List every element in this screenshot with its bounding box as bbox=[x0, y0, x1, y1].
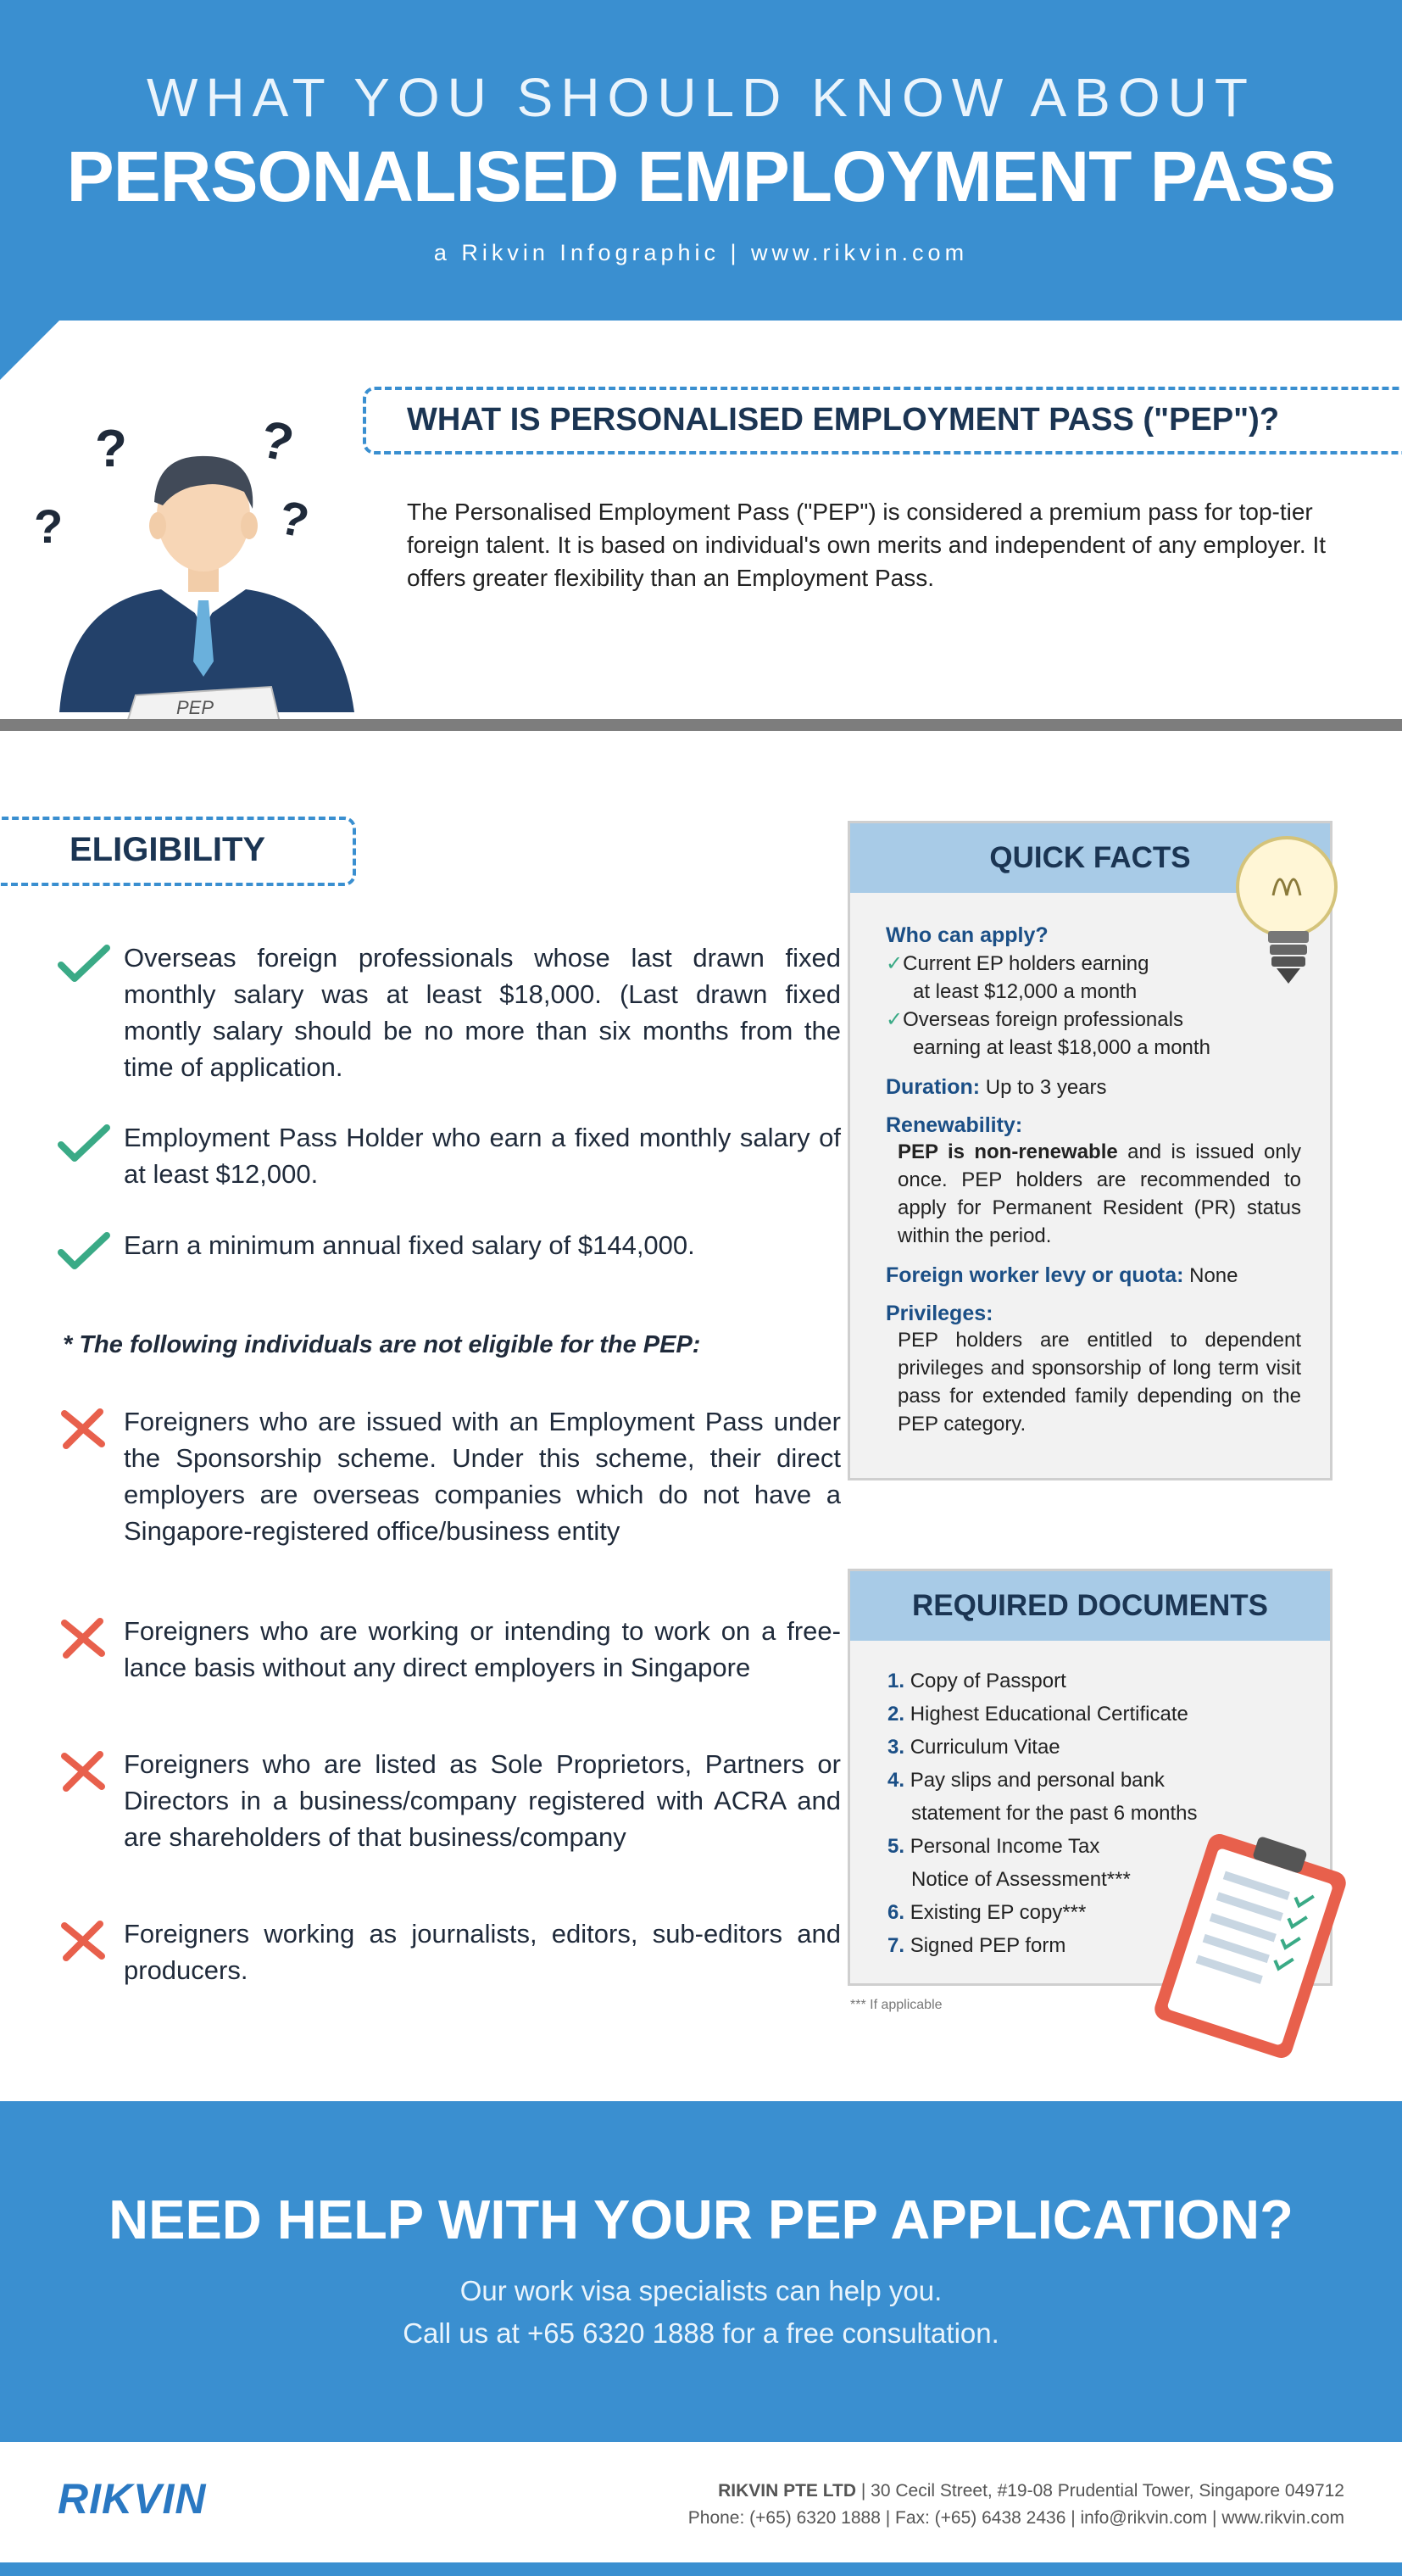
cross-icon bbox=[58, 1919, 110, 1961]
not-eligible-item-text: Foreigners working as journalists, editors, sub-editors and producers. bbox=[124, 1919, 841, 1985]
document-text: Curriculum Vitae bbox=[910, 1736, 1060, 1759]
footer-address bbox=[718, 2481, 1344, 2501]
who-item-cont: earning at least $18,000 a month bbox=[913, 1036, 1210, 1059]
footer-contact[interactable]: Phone: (+65) 6320 1888 | Fax: (+65) 6438 2436 | info@rikvin.com | www.rikvin.com bbox=[687, 2508, 1344, 2528]
levy-row bbox=[886, 1262, 1301, 1290]
svg-text:?: ? bbox=[95, 420, 127, 478]
check-icon: ✓ bbox=[886, 952, 904, 975]
who-item-text: Overseas foreign professionals bbox=[903, 1008, 1183, 1031]
duration-row bbox=[886, 1073, 1301, 1101]
not-eligible-note: * The following individuals are not eligible for the PEP: bbox=[63, 1331, 701, 1358]
who-item bbox=[886, 1006, 1301, 1034]
footer-address-text: | 30 Cecil Street, #19-08 Prudential Tower, Singapore 049712 bbox=[856, 2481, 1344, 2501]
document-number: 5. bbox=[887, 1835, 905, 1858]
who-can-apply-label: Who can apply? bbox=[886, 923, 1049, 947]
document-text: Existing EP copy*** bbox=[910, 1901, 1087, 1924]
light-bulb-icon bbox=[1221, 829, 1339, 999]
duration-label: Duration: bbox=[886, 1075, 981, 1099]
document-item bbox=[887, 1764, 1252, 1797]
check-icon: ✓ bbox=[886, 1008, 904, 1031]
footer-bottom-bar bbox=[0, 2562, 1402, 2576]
what-is-pep-text: The Personalised Employment Pass ("PEP") is considered a premium pass for top-tier foreign talent. It is based on individual's own merits and independent of any employer. It offers greater flexibility than an Employment Pass. bbox=[407, 499, 1327, 591]
required-documents-heading: REQUIRED DOCUMENTS bbox=[850, 1571, 1330, 1641]
cta-line-1: Our work visa specialists can help you. bbox=[459, 2275, 943, 2306]
document-text: Pay slips and personal bank bbox=[910, 1769, 1165, 1792]
renewability-detail: and is issued only once. PEP holders are recommended to apply for Permanent Resident (PR) status within the period. bbox=[898, 1140, 1301, 1247]
document-text: Copy of Passport bbox=[910, 1670, 1066, 1692]
levy-value: None bbox=[1189, 1264, 1238, 1287]
document-number: 4. bbox=[887, 1769, 905, 1792]
confused-businessman-illustration bbox=[34, 407, 381, 721]
documents-footnote: *** If applicable bbox=[850, 1998, 943, 2012]
document-number: 3. bbox=[887, 1736, 905, 1759]
document-number: 7. bbox=[887, 1934, 905, 1957]
svg-text:?: ? bbox=[254, 410, 299, 474]
document-text: Signed PEP form bbox=[910, 1934, 1066, 1957]
eligible-item-text: Earn a minimum annual fixed salary of $144,000. bbox=[124, 1230, 695, 1260]
document-item-cont: statement for the past 6 months bbox=[911, 1802, 1198, 1825]
rikvin-logo: RIKVIN bbox=[58, 2475, 207, 2523]
who-item-text: Current EP holders earning bbox=[903, 952, 1149, 975]
eligible-item-text: Overseas foreign professionals whose last drawn fixed monthly salary was at least $18,000. (Last drawn fixed montly salary should be no more than six months from the time of application. bbox=[124, 943, 841, 1082]
not-eligible-item-text: Foreigners who are working or intending to work on a free-lance basis without any direct employers in Singapore bbox=[124, 1616, 841, 1682]
not-eligible-item-text: Foreigners who are issued with an Employment Pass under the Sponsorship scheme. Under this scheme, their direct employers are overseas companies which do not have a Singapore-registered office/business entity bbox=[124, 1407, 841, 1546]
check-icon bbox=[58, 1123, 110, 1165]
document-number: 2. bbox=[887, 1703, 905, 1726]
section-divider bbox=[0, 719, 1402, 731]
document-text: Personal Income Tax bbox=[910, 1835, 1100, 1858]
svg-text:?: ? bbox=[34, 499, 64, 553]
renewability-text bbox=[886, 1138, 1301, 1250]
document-number: 6. bbox=[887, 1901, 905, 1924]
clipboard-icon bbox=[1144, 1823, 1356, 2069]
privileges-label: Privileges: bbox=[886, 1302, 993, 1325]
cta-banner bbox=[0, 2101, 1402, 2442]
eligible-item-text: Employment Pass Holder who earn a fixed monthly salary of at least $12,000. bbox=[124, 1123, 841, 1189]
illustration-paper-label: PEP bbox=[175, 697, 214, 718]
what-is-pep-heading: WHAT IS PERSONALISED EMPLOYMENT PASS ("PEP")? bbox=[407, 402, 1280, 438]
check-icon bbox=[58, 1230, 110, 1273]
footer-company: RIKVIN PTE LTD bbox=[718, 2481, 857, 2501]
cross-icon bbox=[58, 1616, 110, 1659]
svg-text:?: ? bbox=[274, 489, 314, 549]
page-title: PERSONALISED EMPLOYMENT PASS bbox=[66, 137, 1336, 216]
cross-icon bbox=[58, 1749, 110, 1792]
header-subtitle: a Rikvin Infographic | www.rikvin.com bbox=[433, 240, 969, 265]
cta-line-2: Call us at +65 6320 1888 for a free consultation. bbox=[403, 2317, 999, 2349]
renewability-bold: PEP is non-renewable bbox=[898, 1140, 1118, 1163]
who-item-cont: at least $12,000 a month bbox=[913, 980, 1138, 1003]
header-banner bbox=[0, 0, 1402, 321]
not-eligible-item-text: Foreigners who are listed as Sole Proprietors, Partners or Directors in a business/company registered with ACRA and are shareholders of that business/company bbox=[124, 1749, 841, 1852]
levy-label: Foreign worker levy or quota: bbox=[886, 1263, 1184, 1287]
header-corner-decoration bbox=[0, 321, 59, 380]
quick-facts-heading: QUICK FACTS bbox=[850, 823, 1330, 893]
document-text: Highest Educational Certificate bbox=[910, 1703, 1188, 1726]
cross-icon bbox=[58, 1407, 110, 1449]
quick-facts-body bbox=[886, 923, 1301, 1438]
eligibility-heading: ELIGIBILITY bbox=[70, 831, 266, 868]
document-number: 1. bbox=[887, 1670, 905, 1692]
document-item bbox=[887, 1698, 1252, 1731]
document-item bbox=[887, 1664, 1252, 1698]
header-kicker: WHAT YOU SHOULD KNOW ABOUT bbox=[147, 67, 1255, 128]
document-item-cont: Notice of Assessment*** bbox=[911, 1868, 1131, 1891]
cta-heading: NEED HELP WITH YOUR PEP APPLICATION? bbox=[108, 2188, 1294, 2250]
privileges-text: PEP holders are entitled to dependent privileges and sponsorship of long term visit pass for extended family depending on the PEP category. bbox=[898, 1329, 1301, 1436]
renewability-label: Renewability: bbox=[886, 1113, 1023, 1137]
duration-value: Up to 3 years bbox=[985, 1076, 1107, 1099]
check-icon bbox=[58, 943, 110, 985]
document-item bbox=[887, 1731, 1252, 1764]
